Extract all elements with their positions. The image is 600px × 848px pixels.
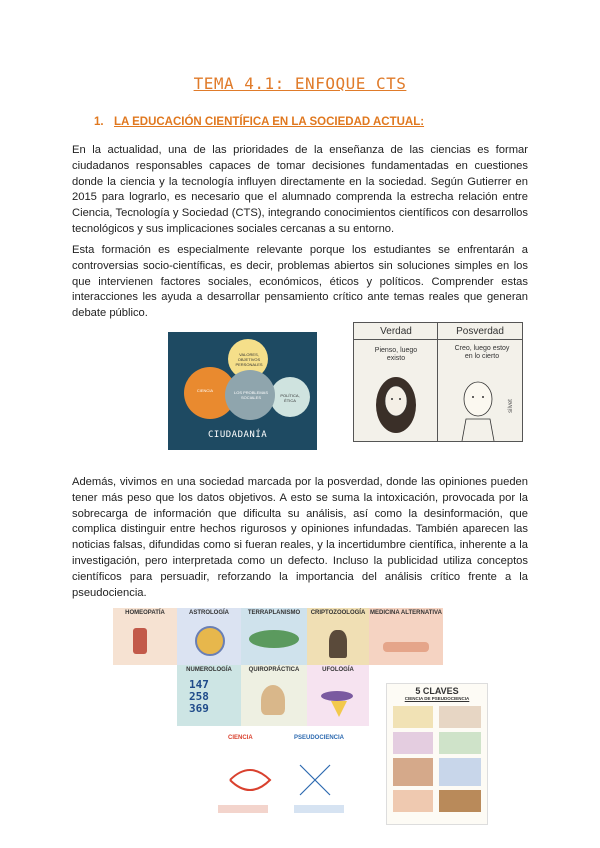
- panel-5: [393, 758, 433, 786]
- ufo-beam-icon: [331, 701, 347, 717]
- comic-left-title: Verdad: [380, 326, 412, 337]
- cell-astrology: [177, 608, 241, 665]
- flat-earth-icon: [249, 630, 299, 648]
- zodiac-wheel-icon: [195, 626, 225, 656]
- cts-diagram-image: [168, 332, 317, 450]
- comic-right-speech: Creo, luego estoy en lo cierto: [454, 345, 510, 360]
- science-label: CIENCIA: [228, 735, 253, 741]
- cts-left-label: CIENCIA: [196, 388, 214, 393]
- label-ufology: UFOLOGÍA: [322, 667, 354, 673]
- cell-homeopathy: [113, 608, 177, 665]
- cell-cryptozoology: [307, 608, 369, 665]
- label-astrology: ASTROLOGÍA: [189, 610, 229, 616]
- comic-faces: [354, 323, 522, 441]
- label-homeopathy: HOMEOPATÍA: [125, 610, 165, 616]
- paragraph-3: Además, vivimos en una sociedad marcada por la posverdad, donde las opiniones pueden tener más peso que los datos objetivos. A esto se suma la intoxicación, provocada por la sobrecarga de información que dificulta su análisis, así como la desinformación, que complica distinguir entre hechos rigurosos y opiniones infundadas. También aparecen las noticias falsas, difundidas como si fueran reales, y la incertidumbre científica, inherente a la investigación, pero interpretada como un defecto. Incluso la publicidad utiliza conceptos científicos para persuadir, reforzando la importancia del análisis crítico frente a la pseudociencia.: [72, 476, 528, 599]
- section-title: LA EDUCACIÓN CIENTÍFICA EN LA SOCIEDAD ACTUAL:: [114, 116, 425, 128]
- comic-left-speech: Pienso, luego existo: [374, 347, 418, 362]
- panel-3: [393, 732, 433, 754]
- science-vs-pseudoscience-diagram: [210, 735, 355, 821]
- panel-2: [439, 706, 481, 728]
- bigfoot-icon: [329, 630, 347, 658]
- method-cycle-diagram: [210, 735, 355, 821]
- paragraph-2: Esta formación es especialmente relevante porque los estudiantes se enfrentarán a controversias socio-científicas, es decir, problemas abiertos sin soluciones simples en los que intervienen factores sociales, económicos, éticos y políticos. Comprender estas interacciones les ayuda a desarrollar pensamiento crítico ante temas reales que generan debate público.: [72, 244, 528, 320]
- comic-right-title: Posverdad: [456, 326, 504, 337]
- paragraph-1: En la actualidad, una de las prioridades de la enseñanza de las ciencias es formar ciudadanos responsables capaces de tomar decisiones fundamentadas en cuestiones donde la ciencia y la tecnología influyen directamente en la sociedad. Según Gutierrer en 2015 para lograrlo, es necesario que el alumnado comprenda la estrecha relación entre Ciencia, Tecnología y Sociedad (CTS), integrando conocimientos científicos con desarrollos tecnológicos y sus implicaciones sociales cercanas a su entorno.: [72, 144, 528, 235]
- label-cryptozoology: CRIPTOZOOLOGÍA: [310, 610, 366, 616]
- cts-center-label: LOS PROBLEMAS SOCIALES: [233, 390, 268, 400]
- comic-signature: silvet: [507, 399, 514, 413]
- cell-chiropractic: [241, 665, 307, 726]
- infographic-subtitle: CIENCIA DE PSEUDOCIENCIA: [404, 696, 470, 701]
- panel-1: [393, 706, 433, 728]
- pseudoscience-label: PSEUDOCIENCIA: [294, 735, 345, 741]
- cell-numerology: [177, 665, 241, 726]
- cts-bottom-label: CIUDADANÍA: [208, 430, 268, 440]
- bottle-icon: [133, 628, 147, 654]
- patient-icon: [383, 642, 429, 652]
- panel-8: [439, 790, 481, 812]
- numerology-digits: 147 258 369: [189, 678, 209, 715]
- spine-icon: [261, 685, 285, 715]
- label-numerology: NUMEROLOGÍA: [186, 667, 232, 673]
- page-title: TEMA 4.1: ENFOQUE CTS: [193, 74, 407, 93]
- label-flat-earth: TERRAPLANISMO: [247, 610, 301, 616]
- section-number: 1.: [94, 116, 104, 128]
- cell-alternative-medicine: [369, 608, 443, 665]
- panel-7: [393, 790, 433, 812]
- infographic-title: 5 CLAVES: [415, 686, 459, 696]
- section-heading: [94, 116, 424, 128]
- label-chiropractic: QUIROPRÁCTICA: [248, 667, 300, 673]
- truth-post-truth-comic: [353, 322, 523, 442]
- cell-flat-earth: [241, 608, 307, 665]
- cell-ufology: [307, 665, 369, 726]
- panel-4: [439, 732, 481, 754]
- label-alternative-medicine: MEDICINA ALTERNATIVA: [370, 610, 442, 616]
- cts-right-label: POLÍTICA, ÉTICA: [280, 393, 300, 403]
- five-keys-infographic: [386, 683, 488, 825]
- ufo-icon: [321, 691, 353, 701]
- cts-top-label: VALORES, OBJETIVOS PERSONALES: [235, 352, 263, 367]
- panel-6: [439, 758, 481, 786]
